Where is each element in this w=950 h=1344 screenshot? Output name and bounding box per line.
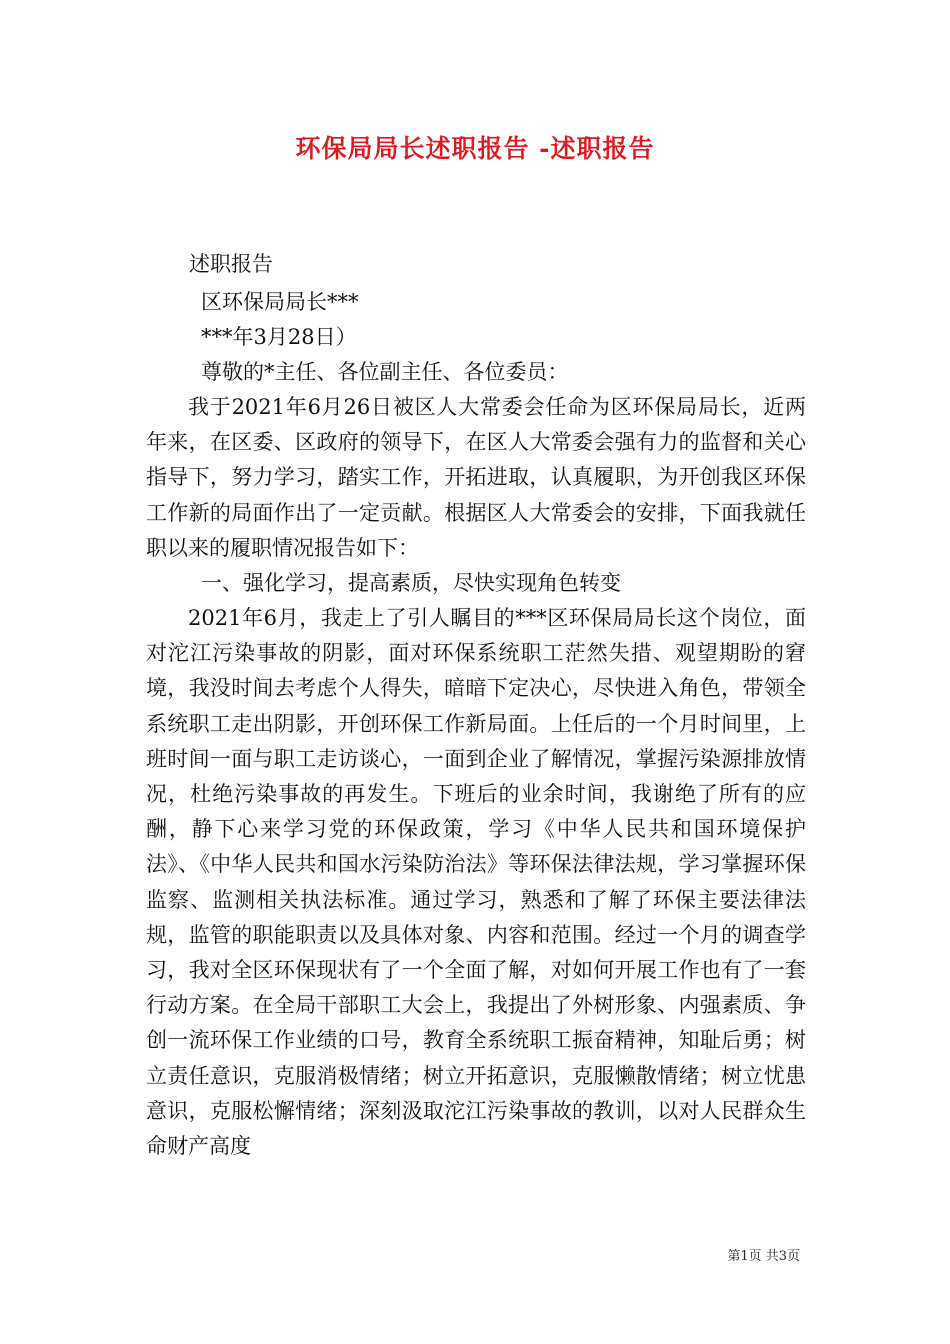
paragraph-section-1: 2021年6月，我走上了引人瞩目的***区环保局局长这个岗位，面对沱江污染事故的阴影，面对环保系统职工茫然失措、观望期盼的窘境，我没时间去考虑个人得失，暗暗下定决心，尽快进入角色，带领全系统职工走出阴影，开创环保工作新局面。上任后的一个月时间里，上班时间一面与职工走访谈心，一面到企业了解情况，掌握污染源排放情况，杜绝污染事故的再发生。下班后的业余时间，我谢绝了所有的应酬，静下心来学习党的环保政策，学习《中华人民共和国环境保护法》、《中华人民共和国水污染防治法》等环保法律法规，学习掌握环保监察、监测相关执法标准。通过学习，熟悉和了解了环保主要法律法规，监管的职能职责以及具体对象、内容和范围。经过一个月的调查学习，我对全区环保现状有了一个全面了解，对如何开展工作也有了一套行动方案。在全局干部职工大会上，我提出了外树形象、内强素质、争创一流环保工作业绩的口号，教育全系统职工振奋精神，知耻后勇；树立责任意识，克服消极情绪；树立开拓意识，克服懒散情绪；树立忧患意识，克服松懈情绪；深刻汲取沱江污染事故的教训，以对人民群众生命财产高度	[146, 606, 806, 1159]
report-heading: 述职报告	[189, 252, 273, 276]
date-line: ***年3月28日）	[201, 325, 357, 349]
paragraph-intro: 我于2021年6月26日被区人大常委会任命为区环保局局长，近两年来，在区委、区政府的领导下，在区人大常委会强有力的监督和关心指导下，努力学习，踏实工作，开拓进取，认真履职，为开创我区环保工作新的局面作出了一定贡献。根据区人大常委会的安排，下面我就任职以来的履职情况报告如下：	[146, 395, 806, 560]
author-line: 区环保局局长***	[201, 290, 359, 314]
document-title: 环保局局长述职报告 -述职报告	[295, 134, 655, 163]
section-heading-1: 一、强化学习，提高素质，尽快实现角色转变	[201, 571, 621, 595]
page-number-footer: 第1页 共3页	[727, 1249, 800, 1264]
salutation-line: 尊敬的*主任、各位副主任、各位委员：	[201, 360, 569, 384]
